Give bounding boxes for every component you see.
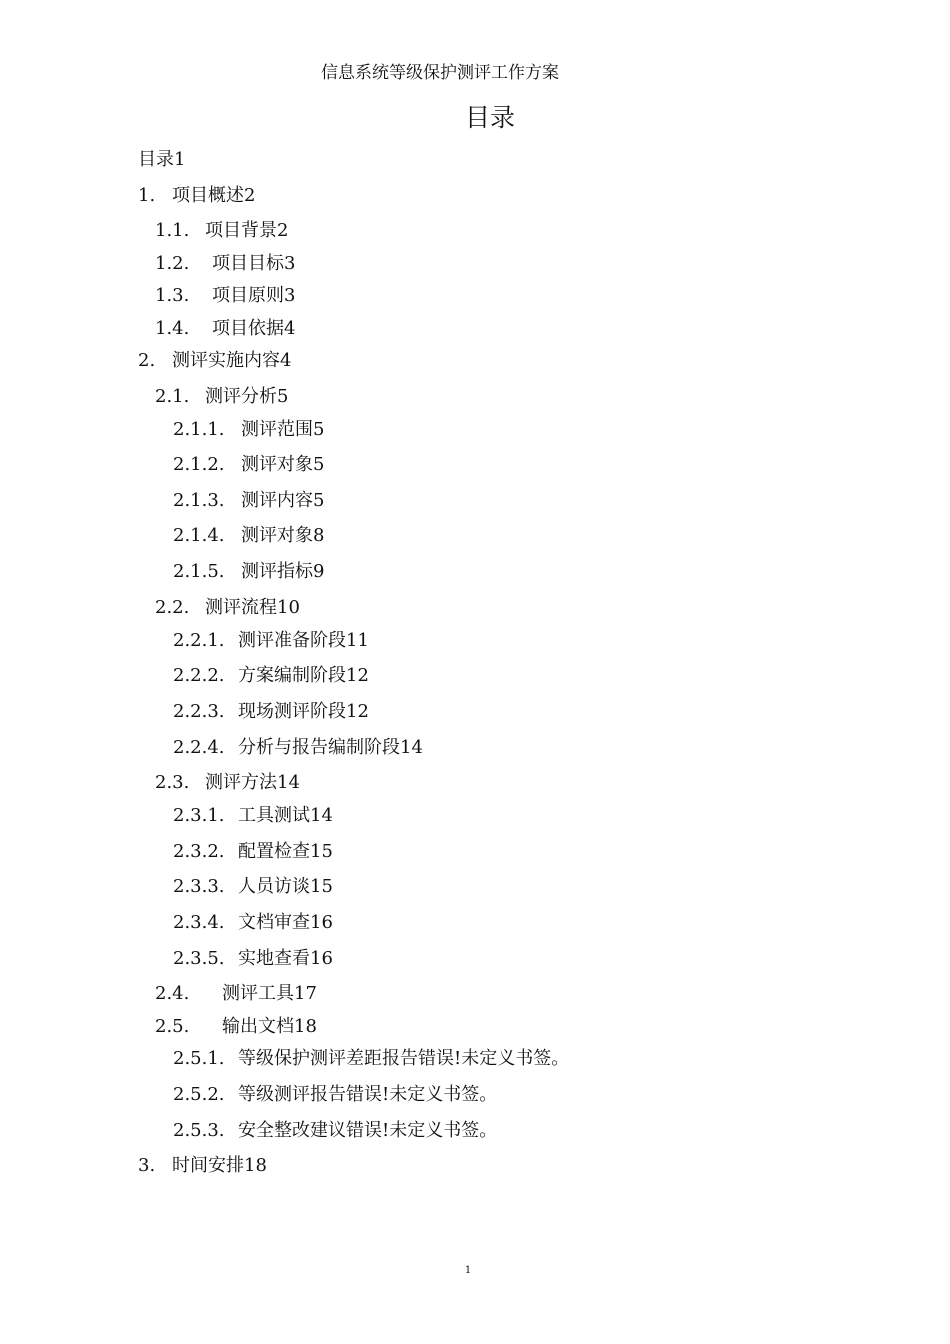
toc-entry-text: 项目目标3 bbox=[212, 253, 296, 274]
toc-entry-text: 人员访谈15 bbox=[238, 876, 333, 897]
toc-entry-number: 2.3.3. bbox=[173, 876, 225, 897]
toc-entry-number: 1.4. bbox=[155, 318, 190, 339]
toc-entry-text: 测评范围5 bbox=[241, 419, 325, 440]
toc-entry[interactable] bbox=[173, 841, 333, 863]
toc-entry-number: 2.3. bbox=[155, 772, 190, 793]
toc-entry-number: 2.3.1. bbox=[173, 805, 225, 826]
toc-entry-number: 2.5.1. bbox=[173, 1048, 225, 1069]
toc-entry-text: 项目背景2 bbox=[205, 220, 289, 241]
toc-entry-number: 2.2.1. bbox=[173, 630, 225, 651]
toc-entry[interactable] bbox=[155, 386, 288, 408]
toc-entry[interactable] bbox=[173, 665, 369, 687]
toc-entry-number: 2.1.4. bbox=[173, 525, 225, 546]
toc-entry-number: 2.3.5. bbox=[173, 948, 225, 969]
toc-entry-text: 目录1 bbox=[138, 149, 186, 170]
toc-entry-number: 2.2.2. bbox=[173, 665, 225, 686]
toc-entry-text: 测评指标9 bbox=[241, 561, 325, 582]
toc-entry[interactable] bbox=[155, 1016, 317, 1038]
toc-entry-text: 现场测评阶段12 bbox=[238, 701, 369, 722]
toc-entry[interactable] bbox=[155, 597, 300, 619]
toc-entry-number: 2.3.4. bbox=[173, 912, 225, 933]
toc-entry[interactable] bbox=[155, 285, 295, 307]
toc-entry-text: 测评分析5 bbox=[205, 386, 289, 407]
toc-entry[interactable] bbox=[173, 701, 369, 723]
toc-entry-text: 测评实施内容4 bbox=[172, 350, 292, 371]
toc-entry-text: 输出文档18 bbox=[222, 1016, 317, 1037]
toc-entry-number: 2.5.2. bbox=[173, 1084, 225, 1105]
toc-entry-text: 项目原则3 bbox=[212, 285, 296, 306]
toc-entry-number: 2.3.2. bbox=[173, 841, 225, 862]
toc-entry[interactable] bbox=[173, 1048, 569, 1070]
toc-entry[interactable] bbox=[173, 630, 369, 652]
toc-entry[interactable] bbox=[173, 525, 324, 547]
toc-entry-text: 配置检查15 bbox=[238, 841, 333, 862]
toc-entry[interactable] bbox=[155, 253, 295, 275]
toc-entry[interactable] bbox=[173, 805, 333, 827]
toc-entry-text: 测评工具17 bbox=[222, 983, 317, 1004]
toc-entry-number: 2.1.1. bbox=[173, 419, 225, 440]
toc-entry-number: 2.5. bbox=[155, 1016, 190, 1037]
toc-entry-number: 2.1. bbox=[155, 386, 190, 407]
toc-entry-text: 文档审查16 bbox=[238, 912, 333, 933]
toc-entry-text: 测评对象8 bbox=[241, 525, 325, 546]
toc-entry-number: 2.1.3. bbox=[173, 490, 225, 511]
toc-entry-number: 2.1.2. bbox=[173, 454, 225, 475]
page-number: 1 bbox=[464, 1265, 472, 1276]
toc-entry-number: 3. bbox=[138, 1155, 156, 1176]
toc-entry[interactable] bbox=[138, 149, 185, 171]
document-header-title: 信息系统等级保护测评工作方案 bbox=[321, 63, 559, 83]
toc-entry-number: 2.1.5. bbox=[173, 561, 225, 582]
toc-entry-text: 测评内容5 bbox=[241, 490, 325, 511]
toc-entry-text: 测评对象5 bbox=[241, 454, 325, 475]
toc-entry[interactable] bbox=[173, 912, 333, 934]
toc-entry-text: 实地查看16 bbox=[238, 948, 333, 969]
toc-entry-number: 1.3. bbox=[155, 285, 190, 306]
toc-entry-number: 2. bbox=[138, 350, 156, 371]
toc-entry[interactable] bbox=[155, 772, 300, 794]
toc-entry[interactable] bbox=[173, 1084, 497, 1106]
toc-entry-text: 项目概述2 bbox=[172, 185, 256, 206]
toc-entry-number: 2.2. bbox=[155, 597, 190, 618]
toc-entry[interactable] bbox=[155, 318, 295, 340]
toc-entry[interactable] bbox=[138, 350, 291, 372]
toc-entry-number: 1.1. bbox=[155, 220, 190, 241]
toc-title: 目录 bbox=[464, 103, 515, 132]
toc-entry-number: 1. bbox=[138, 185, 156, 206]
toc-entry-number: 2.5.3. bbox=[173, 1120, 225, 1141]
toc-entry-text: 测评准备阶段11 bbox=[238, 630, 369, 651]
toc-entry-text: 测评方法14 bbox=[205, 772, 300, 793]
toc-entry[interactable] bbox=[173, 490, 324, 512]
toc-entry[interactable] bbox=[173, 737, 423, 759]
toc-entry-number: 2.4. bbox=[155, 983, 190, 1004]
toc-entry-text: 等级保护测评差距报告错误!未定义书签。 bbox=[238, 1048, 570, 1069]
toc-entry-number: 2.2.3. bbox=[173, 701, 225, 722]
toc-entry[interactable] bbox=[173, 454, 324, 476]
toc-entry-text: 工具测试14 bbox=[238, 805, 333, 826]
toc-entry-text: 方案编制阶段12 bbox=[238, 665, 369, 686]
toc-entry-text: 测评流程10 bbox=[205, 597, 300, 618]
toc-entry[interactable] bbox=[173, 1120, 497, 1142]
toc-entry[interactable] bbox=[138, 185, 255, 207]
toc-entry-text: 等级测评报告错误!未定义书签。 bbox=[238, 1084, 498, 1105]
toc-entry[interactable] bbox=[138, 1155, 267, 1177]
toc-entry-text: 分析与报告编制阶段14 bbox=[238, 737, 423, 758]
toc-entry[interactable] bbox=[173, 561, 324, 583]
toc-entry[interactable] bbox=[173, 948, 333, 970]
toc-entry[interactable] bbox=[173, 876, 333, 898]
toc-entry[interactable] bbox=[155, 220, 288, 242]
toc-entry-number: 2.2.4. bbox=[173, 737, 225, 758]
toc-entry-number: 1.2. bbox=[155, 253, 190, 274]
toc-entry-text: 时间安排18 bbox=[172, 1155, 267, 1176]
toc-entry-text: 项目依据4 bbox=[212, 318, 296, 339]
toc-entry[interactable] bbox=[155, 983, 317, 1005]
toc-entry-text: 安全整改建议错误!未定义书签。 bbox=[238, 1120, 498, 1141]
toc-entry[interactable] bbox=[173, 419, 324, 441]
